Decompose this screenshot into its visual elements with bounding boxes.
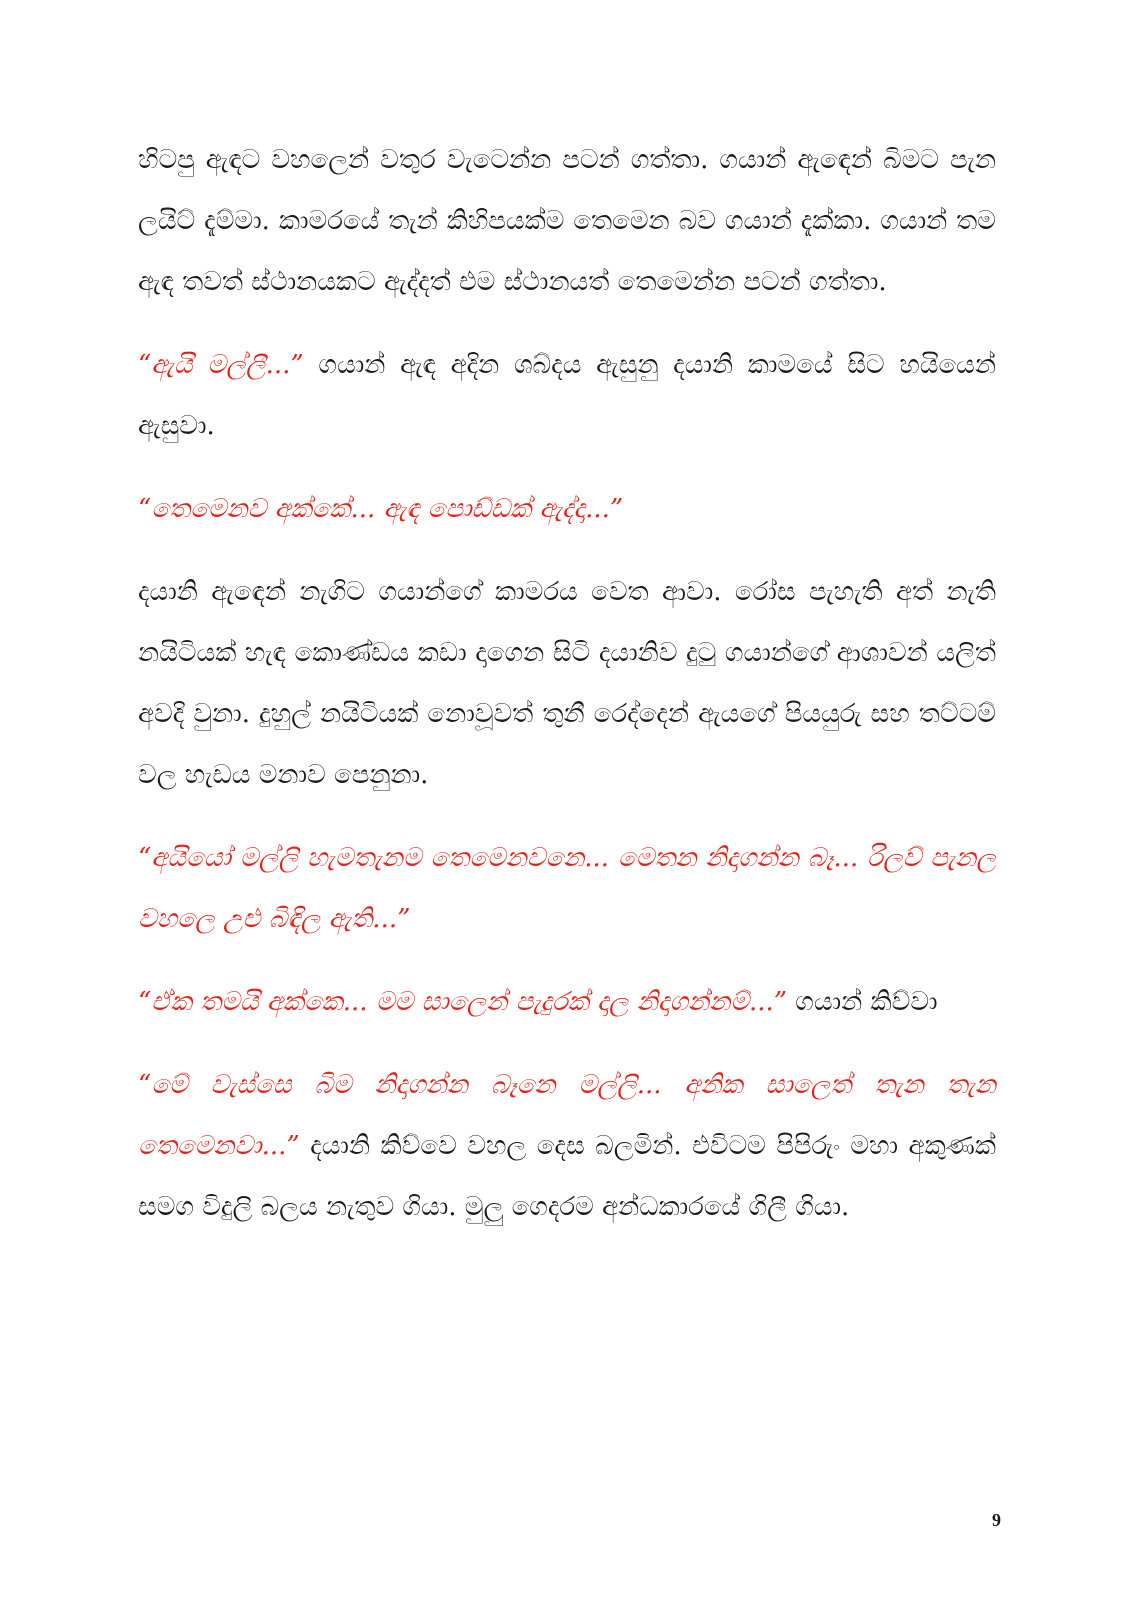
paragraph <box>138 335 996 457</box>
paragraph <box>138 1055 996 1238</box>
dialogue-text: “තෙමෙනව අක්කේ... ඇඳ පොඩ්ඩක් ඇද්දා...” <box>138 494 624 524</box>
dialogue-text: “ඇයි මල්ලී...” <box>138 350 304 380</box>
narrative-text: දයානි කිව්වෙ වහල දෙස බලමින්. එවිටම පිපිරුං මහා අකුණක් සමග විදුලි බලය නැතුව ගියා. මුලු ගෙදරම අන්ධකාරයේ ගිලී ගියා. <box>138 1131 996 1222</box>
paragraph <box>138 479 996 540</box>
dialogue-text: “අයියෝ මල්ලි හැමතැනම තෙමෙනවනෙ... මෙතන නිදාගන්න බෑ... රිලව් පැනල වහලෙ උළු බිඳිල ඇති...” <box>138 843 996 934</box>
narrative-text: හිටපු ඇඳට වහලෙන් වතුර වැටෙන්න පටන් ගත්තා. ගයාන් ඇඳෙන් බිමට පැන ලයිට් දැම්මා. කාමරයේ තැන් කිහිපයක්ම තෙමෙන බව ගයාන් දැක්කා. ගයාන් තම ඇඳ තවත් ස්ථානයකට ඇද්දත් එම ස්ථානයත් තෙමෙන්න පටන් ගත්තා. <box>138 145 996 297</box>
paragraph <box>138 562 996 806</box>
page-number: 9 <box>992 1510 1001 1530</box>
narrative-text: ගයාන් කිව්වා <box>787 987 938 1017</box>
narrative-text: ගයාන් ඇඳ අදින ශබ්දය ඇසුනු දයානි කාමයේ සිට හයියෙන් ඇසුවා. <box>138 350 996 441</box>
body-text <box>138 130 996 1260</box>
paragraph <box>138 130 996 313</box>
paragraph <box>138 828 996 950</box>
dialogue-text: “ඒක තමයි අක්කෙ... මම සාලෙන් පැදුරක් දාල නිදාගන්නම්...” <box>138 987 788 1017</box>
paragraph <box>138 972 996 1033</box>
dialogue-text: “මේ වැස්සෙ බිම නිදාගන්න බෑනෙ මල්ලි... අනික සාලෙත් තැන තැන තෙමෙනවා...” <box>138 1070 996 1161</box>
narrative-text: දයානි ඇඳෙන් නැගිට ගයාන්ගේ කාමරය වෙත ආවා. රෝස පැහැති අත් නැති නයිටියක් හැඳ කොණ්ඩය කඩා දාගෙන සිටි දයානිව දුටු ගයාන්ගේ ආශාවන් යලිත් අවදි වුනා. දුහුල් නයිටියක් නොවූවත් තුනී රෙද්දෙන් ඇයගේ පියයුරු සහ තට්ටම් වල හැඩය මනාව පෙනුනා. <box>138 577 996 790</box>
